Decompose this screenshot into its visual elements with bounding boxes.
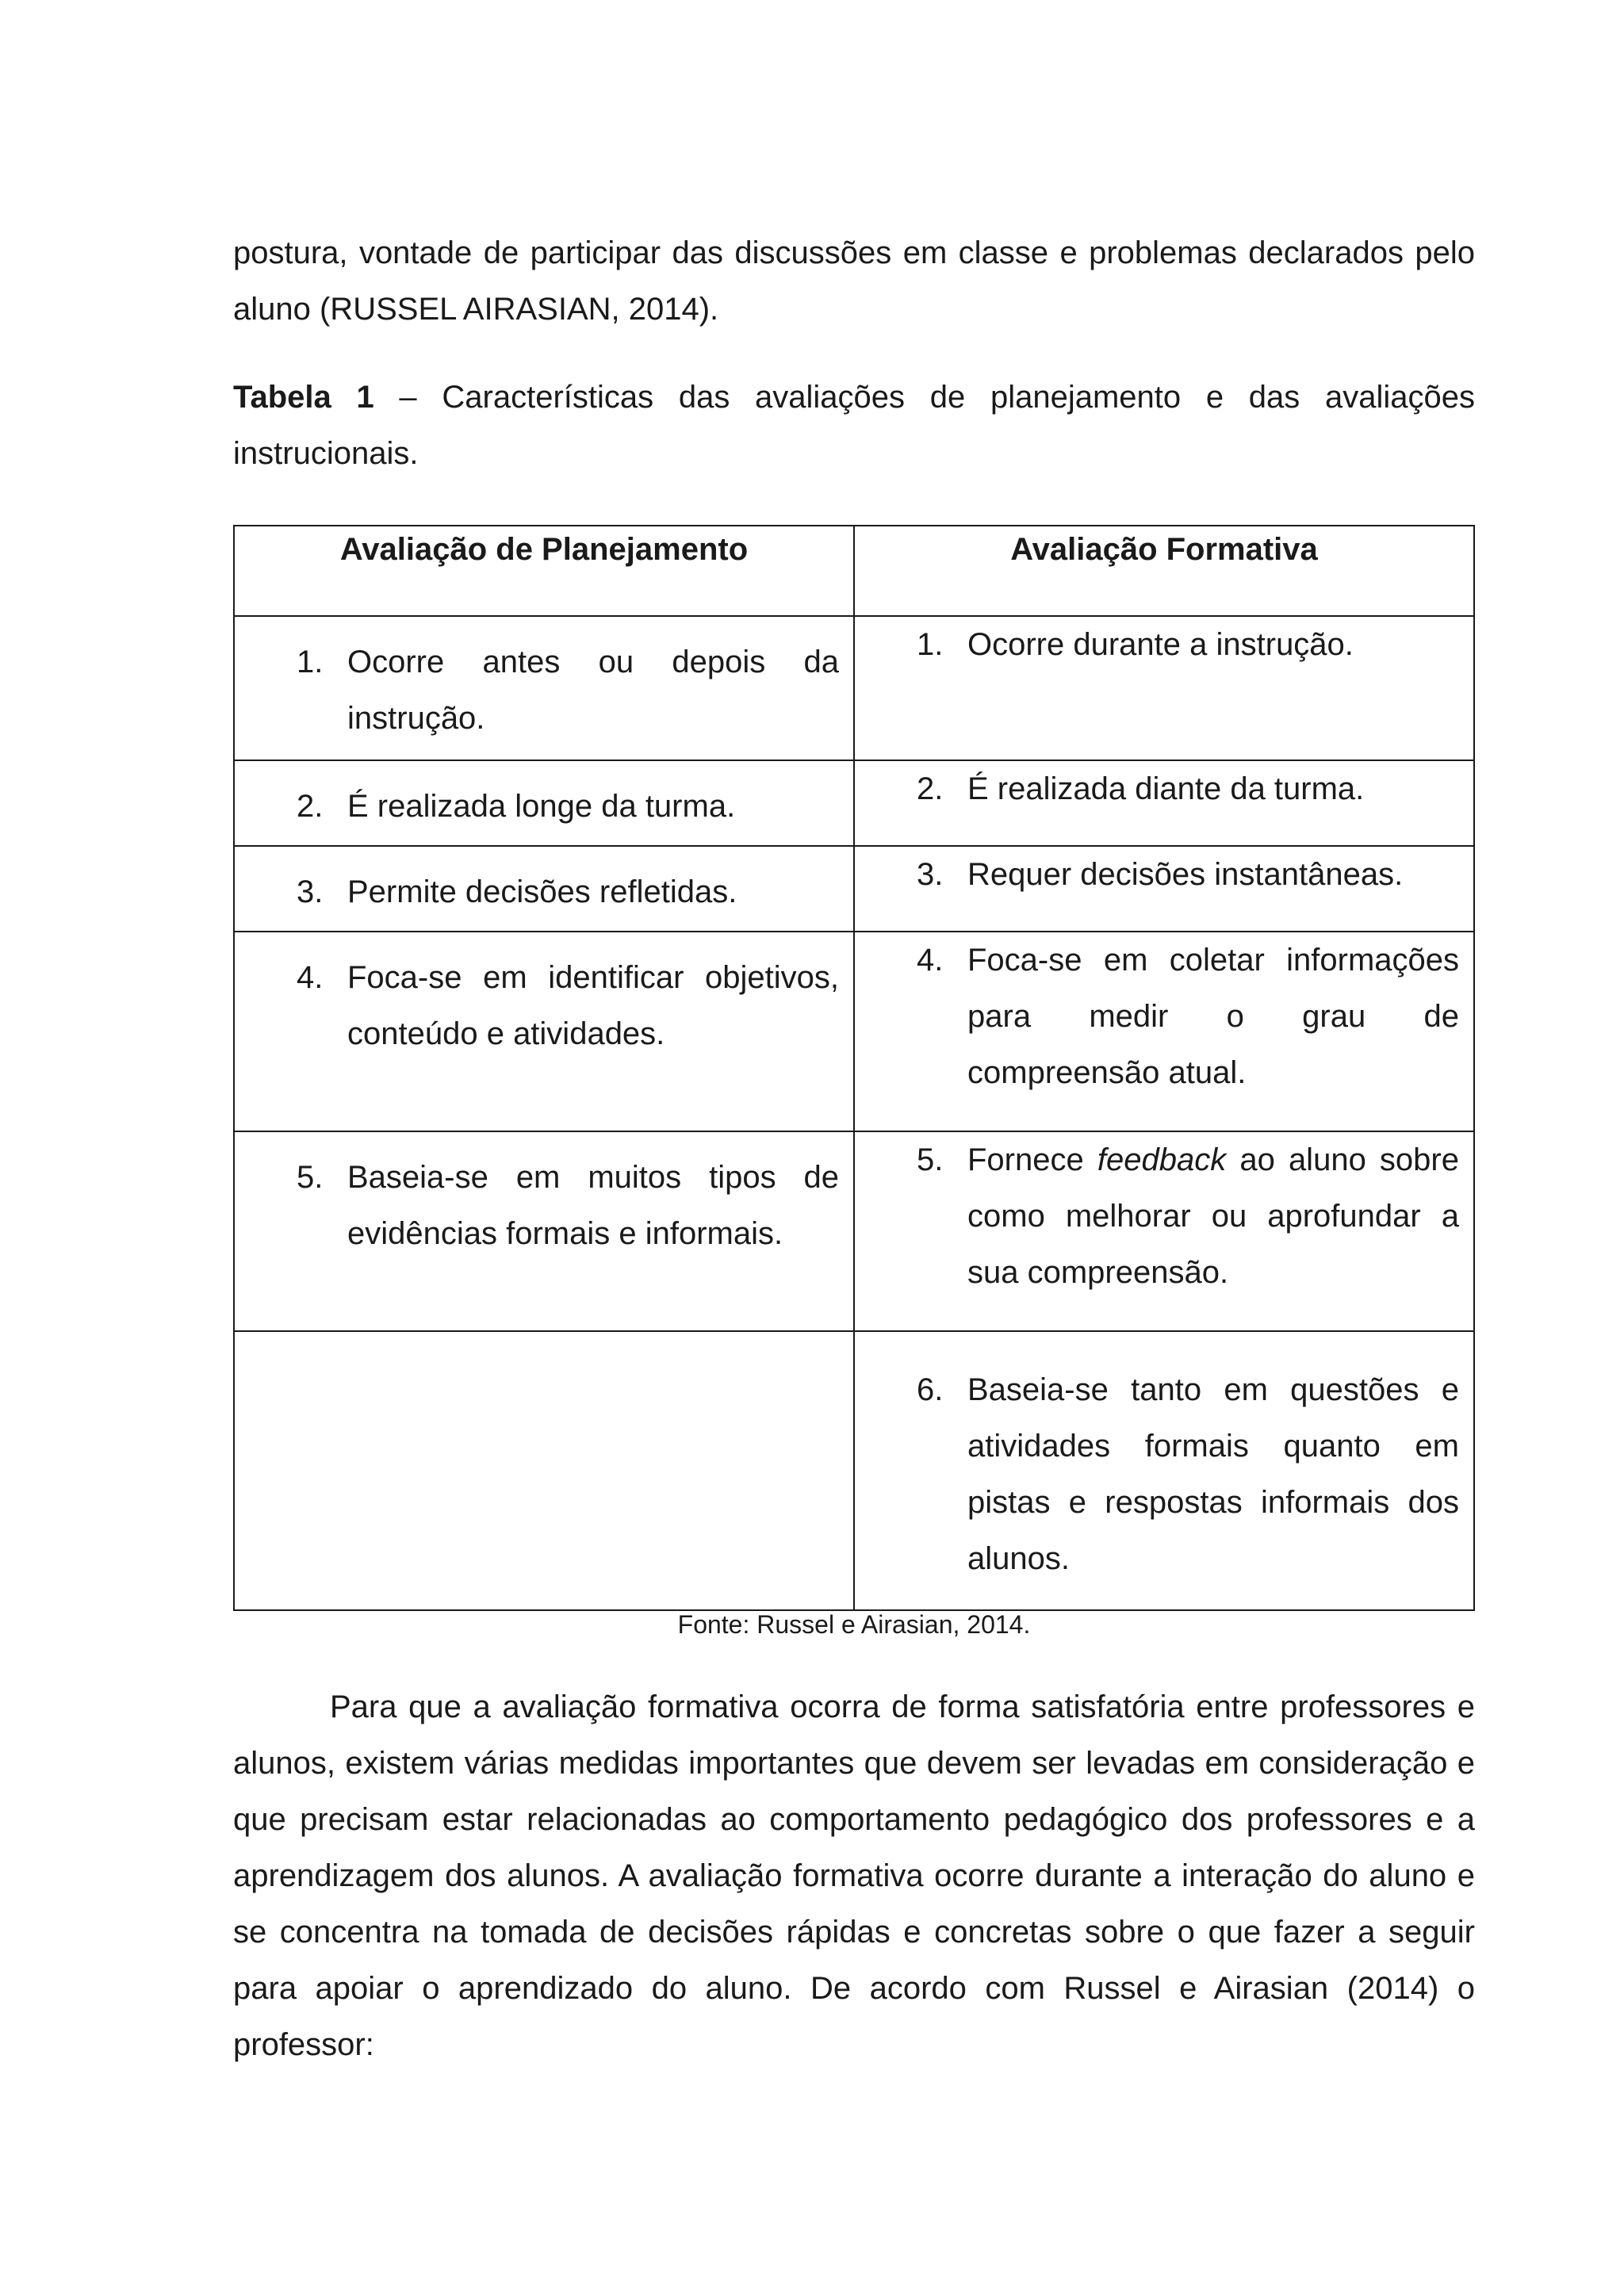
table-row	[234, 1131, 1474, 1331]
header-formative: Avaliação Formativa	[854, 526, 1474, 616]
table-header-row	[234, 526, 1474, 616]
header-planning: Avaliação de Planejamento	[234, 526, 854, 616]
table-caption-label: Tabela 1	[233, 380, 374, 415]
table-cell	[234, 932, 854, 1131]
item-number: 4.	[297, 960, 324, 995]
item-number: 1.	[917, 627, 944, 662]
item-text-before: Fornece	[967, 1142, 1097, 1177]
item-number: 2.	[297, 789, 324, 824]
item-text	[967, 1132, 1459, 1301]
table-caption	[233, 369, 1475, 482]
item-text-italic: feedback	[1097, 1142, 1227, 1177]
table-row	[234, 760, 1474, 846]
table-row	[234, 616, 1474, 760]
intro-paragraph: postura, vontade de participar das discussões em classe e problemas declarados pelo aluno (RUSSEL AIRASIAN, 2014).	[233, 235, 1475, 327]
table-cell	[854, 1331, 1474, 1610]
item-number: 2.	[917, 771, 944, 806]
item-number: 1.	[297, 645, 324, 679]
table-row	[234, 846, 1474, 932]
table-cell	[234, 846, 854, 932]
item-number: 6.	[917, 1372, 944, 1407]
item-text: É realizada longe da turma.	[347, 789, 736, 824]
item-number: 5.	[917, 1142, 944, 1177]
table-row	[234, 932, 1474, 1131]
item-number: 3.	[917, 857, 944, 892]
item-text: Foca-se em identificar objetivos, conteúdo e atividades.	[347, 960, 839, 1051]
comparison-table	[233, 525, 1475, 1611]
item-text-after: ao aluno sobre como melhorar ou aprofundar a sua compreensão.	[967, 1142, 1459, 1290]
item-text: Baseia-se em muitos tipos de evidências formais e informais.	[347, 1160, 839, 1251]
table-caption-text: – Características das avaliações de planejamento e das avaliações instrucionais.	[233, 380, 1476, 471]
table-cell	[854, 846, 1474, 932]
table-cell-empty	[234, 1331, 854, 1610]
item-text: Foca-se em coletar informações para medir o grau de compreensão atual.	[967, 943, 1459, 1090]
table-cell	[854, 760, 1474, 846]
table-cell	[854, 932, 1474, 1131]
table-row	[234, 1331, 1474, 1610]
item-number: 3.	[297, 874, 324, 909]
table-source: Fonte: Russel e Airasian, 2014.	[677, 1610, 1031, 1639]
item-number: 4.	[917, 943, 944, 978]
table-cell	[854, 616, 1474, 760]
item-text: Ocorre antes ou depois da instrução.	[347, 645, 839, 736]
body-paragraph	[233, 1679, 1475, 2073]
item-number: 5.	[297, 1160, 324, 1195]
body-paragraph-text: Para que a avaliação formativa ocorra de forma satisfatória entre professores e alunos, existem várias medidas importantes que devem ser levadas em consideração e que precisam estar relacionadas ao comportamento pedagógico dos professores e a aprendizagem dos alunos. A avaliação formativa ocorre durante a interação do aluno e se concentra na tomada de decisões rápidas e concretas sobre o que fazer a seguir para apoiar o aprendizado do aluno. De acordo com Russel e Airasian (2014) o professor:	[233, 1689, 1475, 2062]
table-cell	[234, 760, 854, 846]
item-text: Ocorre durante a instrução.	[967, 627, 1354, 662]
table-cell	[234, 1131, 854, 1331]
table-cell	[854, 1131, 1474, 1331]
item-text: É realizada diante da turma.	[967, 771, 1365, 806]
item-text: Permite decisões refletidas.	[347, 874, 737, 909]
item-text: Requer decisões instantâneas.	[967, 857, 1404, 892]
item-text: Baseia-se tanto em questões e atividades formais quanto em pistas e respostas informais dos alunos.	[967, 1372, 1459, 1576]
table-cell	[234, 616, 854, 760]
